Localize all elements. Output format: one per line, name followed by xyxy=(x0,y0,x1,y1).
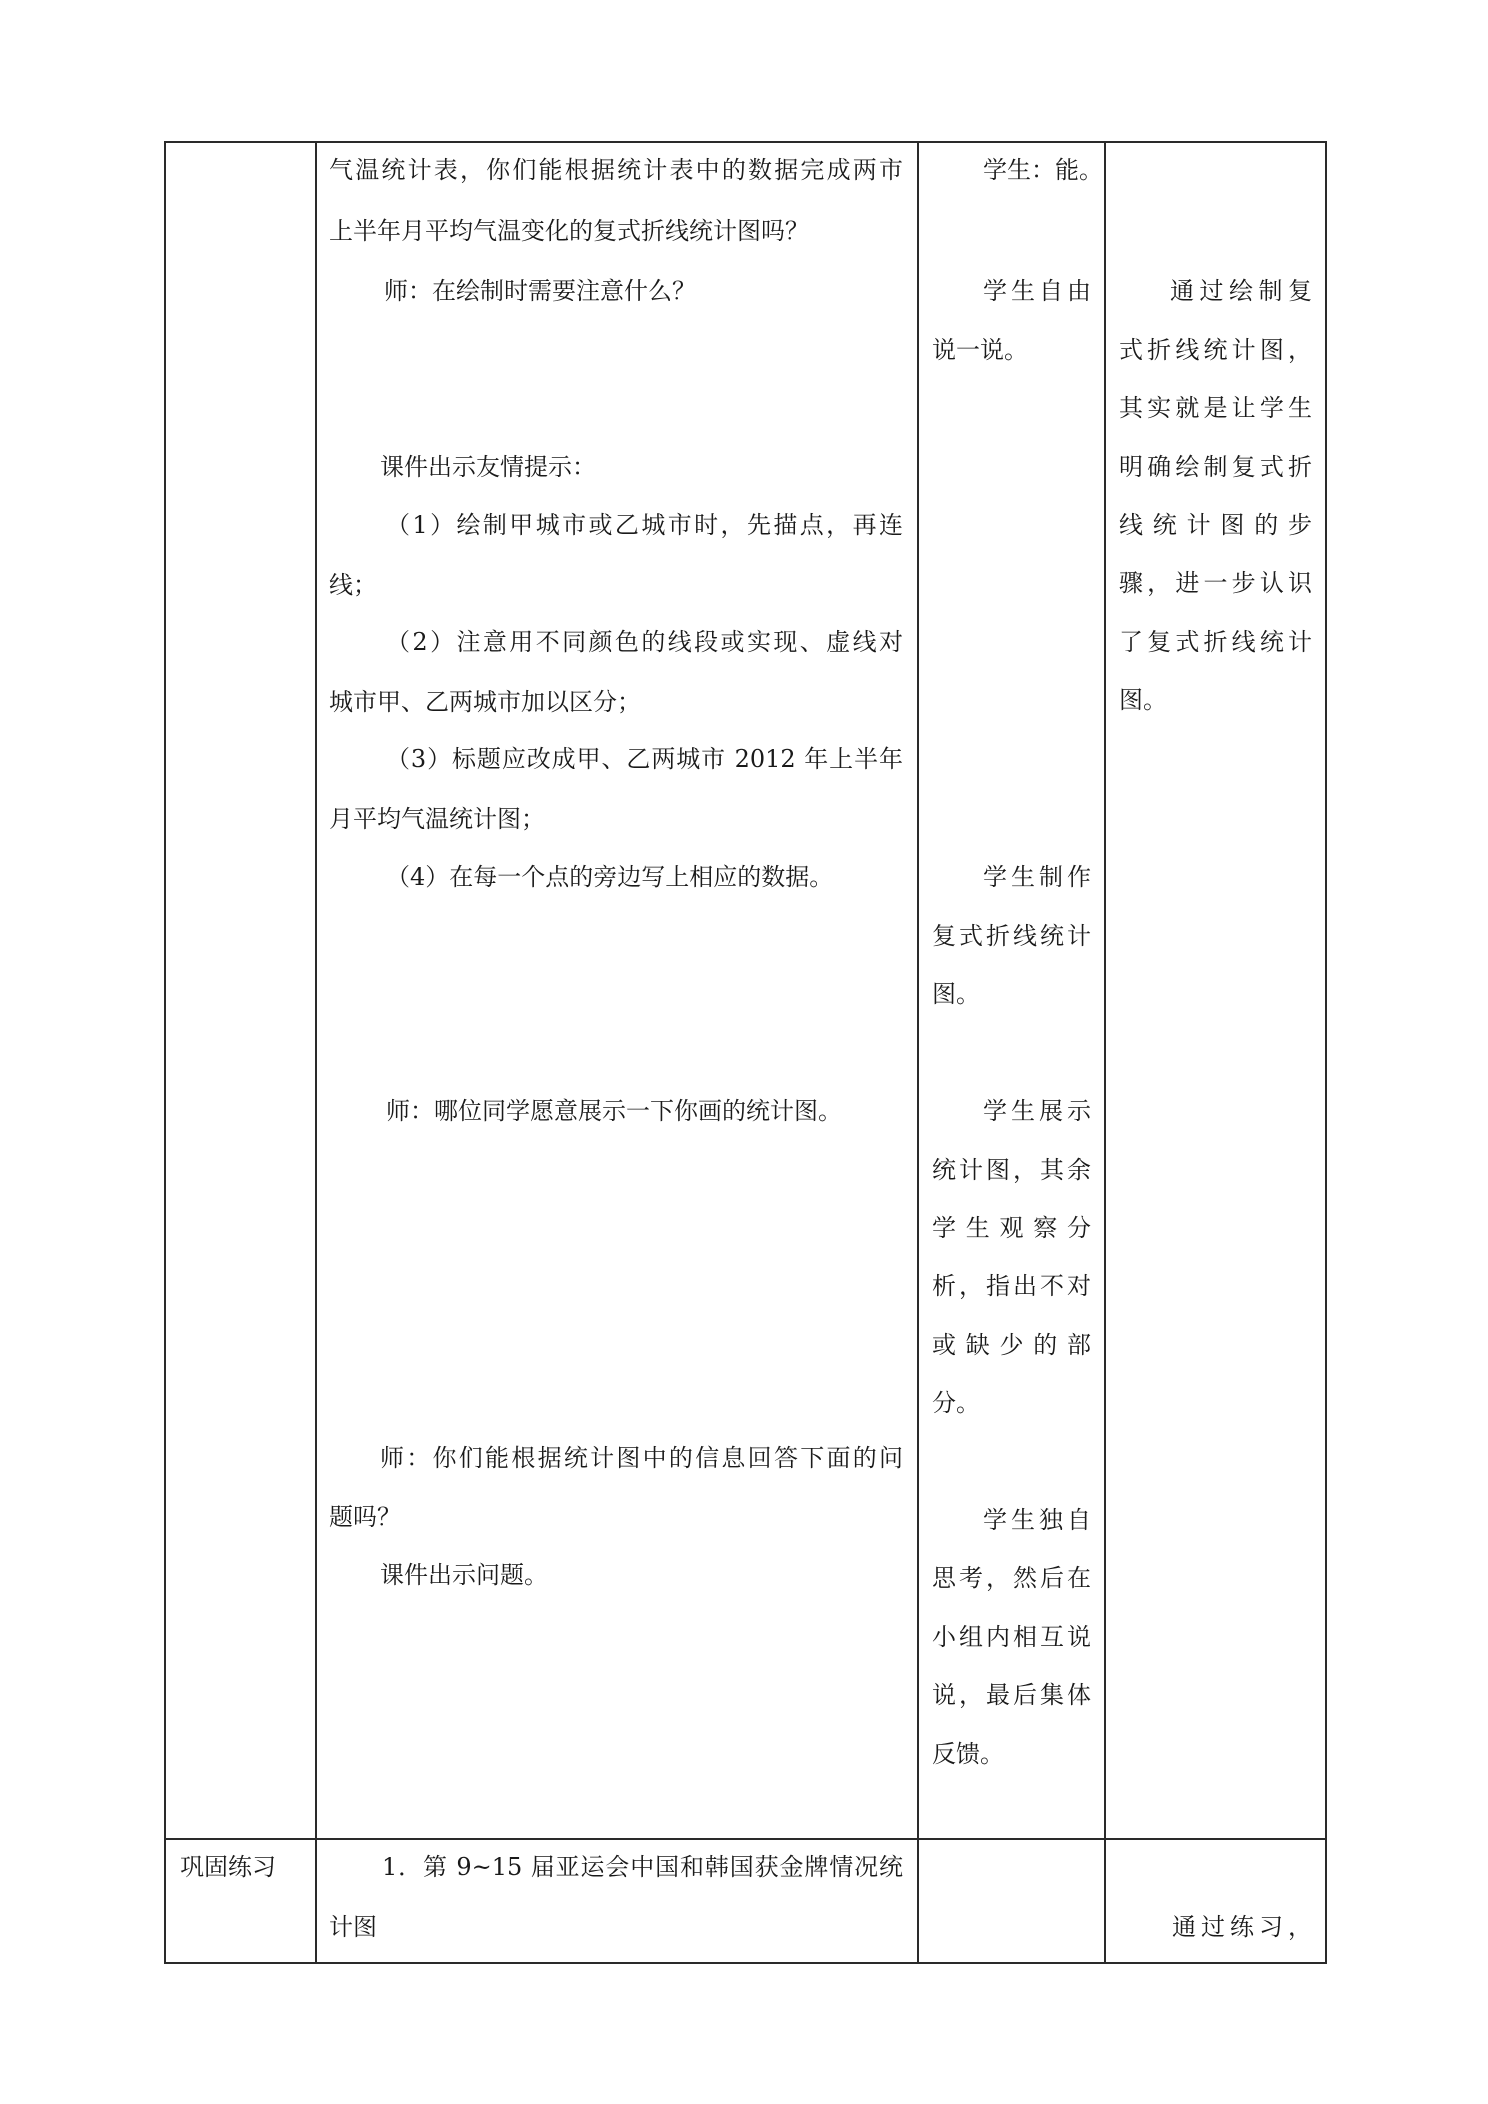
exercise-line: 1．第 9~15 届亚运会中国和韩国获金牌情况统 xyxy=(382,1853,903,1881)
intent-line: 了复式折线统计 xyxy=(1119,628,1312,656)
student-line: 学生制作 xyxy=(983,863,1091,891)
intent-line: 其实就是让学生 xyxy=(1119,394,1312,422)
student-line: 说，最后集体 xyxy=(932,1681,1091,1709)
teacher-line: 月平均气温统计图； xyxy=(329,805,545,833)
row-divider xyxy=(164,1838,1327,1840)
student-line: 反馈。 xyxy=(932,1740,1004,1768)
table-bottom-border xyxy=(164,1962,1327,1964)
teacher-line: （3）标题应改成甲、乙两城市 2012 年上半年 xyxy=(386,745,903,773)
intent-line: 通过绘制复 xyxy=(1170,277,1312,305)
student-line: 统计图，其余 xyxy=(932,1156,1091,1184)
teacher-line: 城市甲、乙两城市加以区分； xyxy=(329,688,641,716)
section-label: 巩固练习 xyxy=(180,1853,276,1881)
teacher-line: 师：在绘制时需要注意什么？ xyxy=(384,277,696,305)
student-line: 思考，然后在 xyxy=(932,1564,1091,1592)
student-line: 学生展示 xyxy=(983,1097,1091,1125)
intent-line: 式折线统计图， xyxy=(1119,336,1312,364)
teacher-line: 课件出示问题。 xyxy=(380,1561,548,1589)
intent-line: 线统计图的步 xyxy=(1119,511,1312,539)
student-line: 分。 xyxy=(932,1389,980,1417)
table-top-border xyxy=(164,141,1327,143)
exercise-line: 计图 xyxy=(329,1913,377,1941)
teacher-line: （1）绘制甲城市或乙城市时，先描点，再连 xyxy=(386,511,903,539)
teacher-line: 师：哪位同学愿意展示一下你画的统计图。 xyxy=(386,1097,842,1125)
teacher-line: 上半年月平均气温变化的复式折线统计图吗？ xyxy=(329,217,809,245)
intent-line: 图。 xyxy=(1119,686,1167,714)
teacher-line: 气温统计表，你们能根据统计表中的数据完成两市 xyxy=(329,156,903,184)
column-divider-2 xyxy=(917,141,919,1964)
student-line: 复式折线统计 xyxy=(932,922,1091,950)
student-line: 学生独自 xyxy=(983,1506,1091,1534)
student-line: 小组内相互说 xyxy=(932,1623,1091,1651)
teacher-line: （2）注意用不同颜色的线段或实现、虚线对 xyxy=(386,628,903,656)
column-divider-3 xyxy=(1104,141,1106,1964)
student-line: 学生自由 xyxy=(983,277,1091,305)
student-line: 学生：能。 xyxy=(983,156,1103,184)
teacher-line: 课件出示友情提示： xyxy=(380,453,596,481)
intent-line: 通过练习， xyxy=(1172,1913,1312,1941)
student-line: 析，指出不对 xyxy=(932,1272,1091,1300)
teacher-line: 线； xyxy=(329,571,377,599)
student-line: 图。 xyxy=(932,980,980,1008)
student-line: 说一说。 xyxy=(932,336,1028,364)
column-divider-1 xyxy=(315,141,317,1964)
student-line: 学生观察分 xyxy=(932,1214,1091,1242)
intent-line: 骤，进一步认识 xyxy=(1119,569,1312,597)
teacher-line: 师：你们能根据统计图中的信息回答下面的问 xyxy=(380,1444,903,1472)
table-left-border xyxy=(164,141,166,1964)
student-line: 或缺少的部 xyxy=(932,1331,1091,1359)
teacher-line: （4）在每一个点的旁边写上相应的数据。 xyxy=(386,863,834,891)
intent-line: 明确绘制复式折 xyxy=(1119,453,1312,481)
table-right-border xyxy=(1325,141,1327,1964)
teacher-line: 题吗？ xyxy=(329,1503,401,1531)
